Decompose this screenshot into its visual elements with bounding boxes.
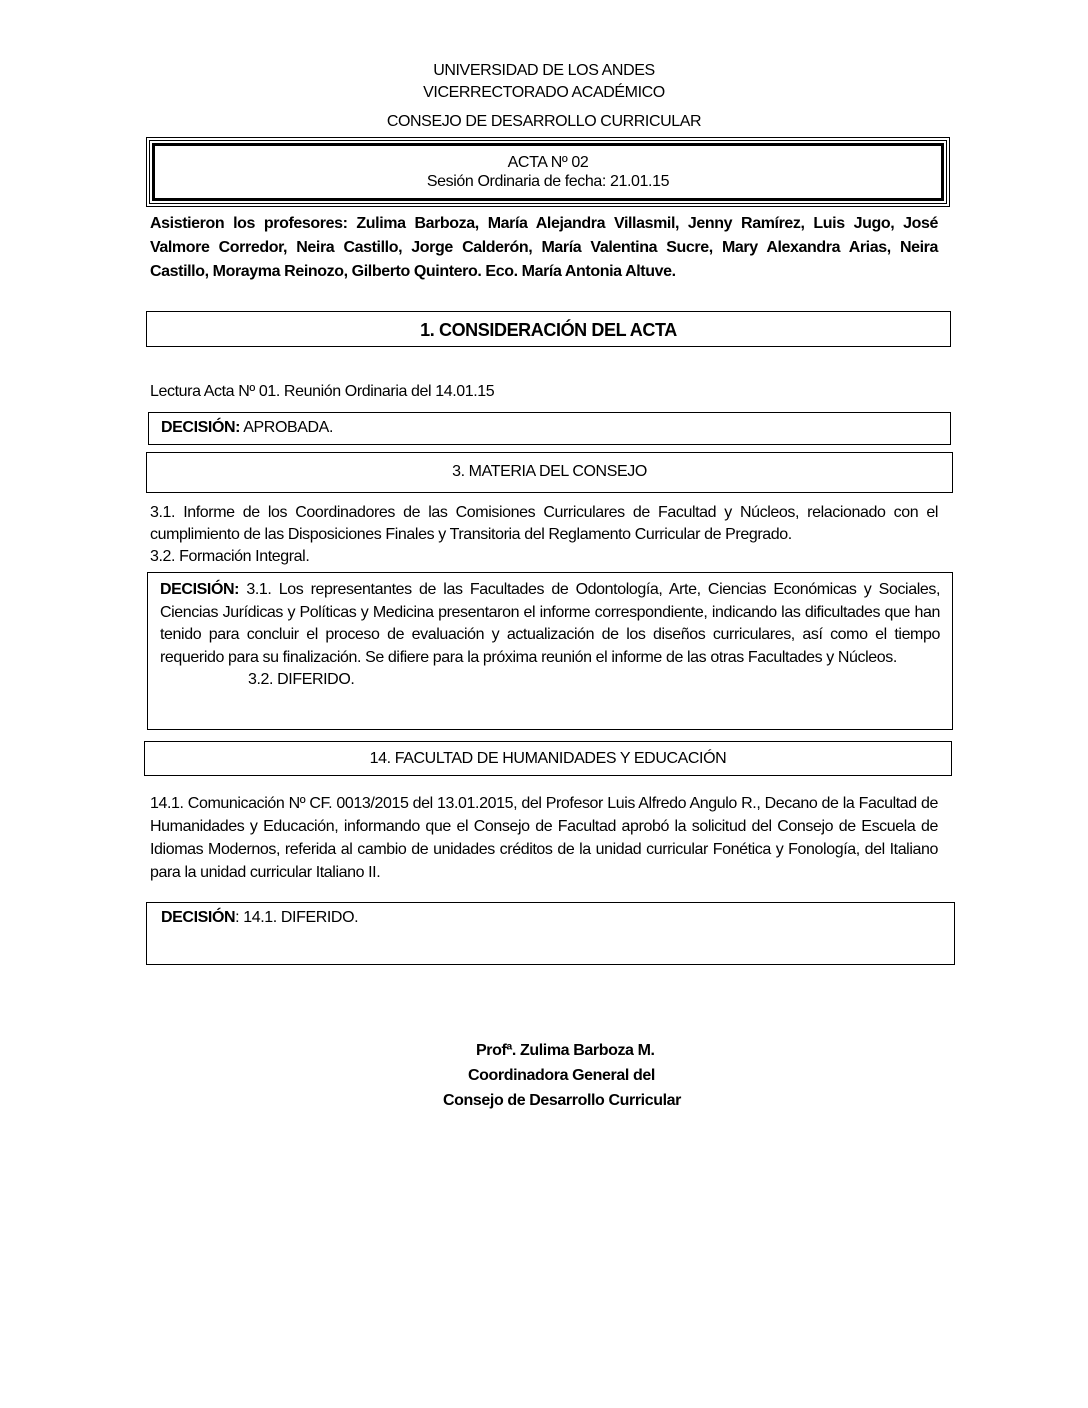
acta-number: ACTA Nº 02 bbox=[507, 154, 589, 171]
acta-title-inner bbox=[152, 143, 944, 201]
decision-text: 3.1. Los representantes de las Facultades de Odontología, Arte, Ciencias Económicas y Sociales, Ciencias Jurídicas y Políticas y Medicina presentaron el informe correspondiente, indicando las dificultades que han tenido para concluir el proceso de evaluación y actualización de los diseños curriculares, así como el tiempo requerido para su finalización. Se difiere para la próxima reunión el informe de las otras Facultades y Núcleos. bbox=[160, 581, 940, 666]
decision-label: DECISIÓN bbox=[161, 909, 236, 926]
council-name: CONSEJO DE DESARROLLO CURRICULAR bbox=[386, 113, 702, 130]
section-1-decision-box bbox=[148, 412, 951, 445]
session-date: Sesión Ordinaria de fecha: 21.01.15 bbox=[426, 173, 670, 190]
signer-council: Consejo de Desarrollo Curricular bbox=[443, 1092, 681, 1109]
decision-text: : 14.1. DIFERIDO. bbox=[235, 909, 359, 926]
attendees-paragraph: Asistieron los profesores: Zulima Barboza, María Alejandra Villasmil, Jenny Ramírez, Luis Jugo, José Valmore Corredor, Neira Castillo, Jorge Calderón, María Valentina Sucre, Mary Alexandra Arias, Neira Castillo, Morayma Reinozo, Gilberto Quintero. Eco. María Antonia Altuve. bbox=[150, 215, 938, 280]
section-14-item-1: 14.1. Comunicación Nº CF. 0013/2015 del 13.01.2015, del Profesor Luis Alfredo Angulo R., Decano de la Facultad de Humanidades y Educación, informando que el Consejo de Facultad aprobó la solicitud del Consejo de Escuela de Idiomas Modernos, referida al cambio de unidades créditos de la unidad curricular Fonética y Fonología, del Italiano para la unidad curricular Italiano II. bbox=[150, 795, 938, 881]
section-3-heading: 3. MATERIA DEL CONSEJO bbox=[146, 452, 953, 493]
acta-title-box bbox=[146, 137, 950, 207]
section-1-heading: 1. CONSIDERACIÓN DEL ACTA bbox=[146, 311, 951, 347]
section-14-decision-box bbox=[146, 902, 955, 965]
section-3-item-2: 3.2. Formación Integral. bbox=[150, 548, 310, 565]
decision-3-2: 3.2. DIFERIDO. bbox=[248, 671, 355, 689]
section-3-item-1: 3.1. Informe de los Coordinadores de las Comisiones Curriculares de Facultad y Núcleos, relacionado con el cumplimiento de las Disposiciones Finales y Transitoria del Reglamento Curricular de Pregrado. bbox=[150, 504, 938, 543]
decision-label: DECISIÓN: bbox=[160, 581, 240, 598]
section-3-items bbox=[150, 502, 938, 568]
decision-text: APROBADA. bbox=[240, 419, 334, 436]
section-14-heading: 14. FACULTAD DE HUMANIDADES Y EDUCACIÓN bbox=[144, 741, 952, 776]
decision-label: DECISIÓN: bbox=[161, 419, 241, 436]
section-3-decision-box bbox=[147, 572, 953, 730]
university-name: UNIVERSIDAD DE LOS ANDES bbox=[433, 62, 655, 79]
signer-role: Coordinadora General del bbox=[468, 1067, 655, 1084]
section-1-reading: Lectura Acta Nº 01. Reunión Ordinaria del 14.01.15 bbox=[150, 383, 495, 400]
signer-name: Profª. Zulima Barboza M. bbox=[476, 1042, 655, 1059]
vicerrectorado-name: VICERRECTORADO ACADÉMICO bbox=[423, 84, 665, 101]
